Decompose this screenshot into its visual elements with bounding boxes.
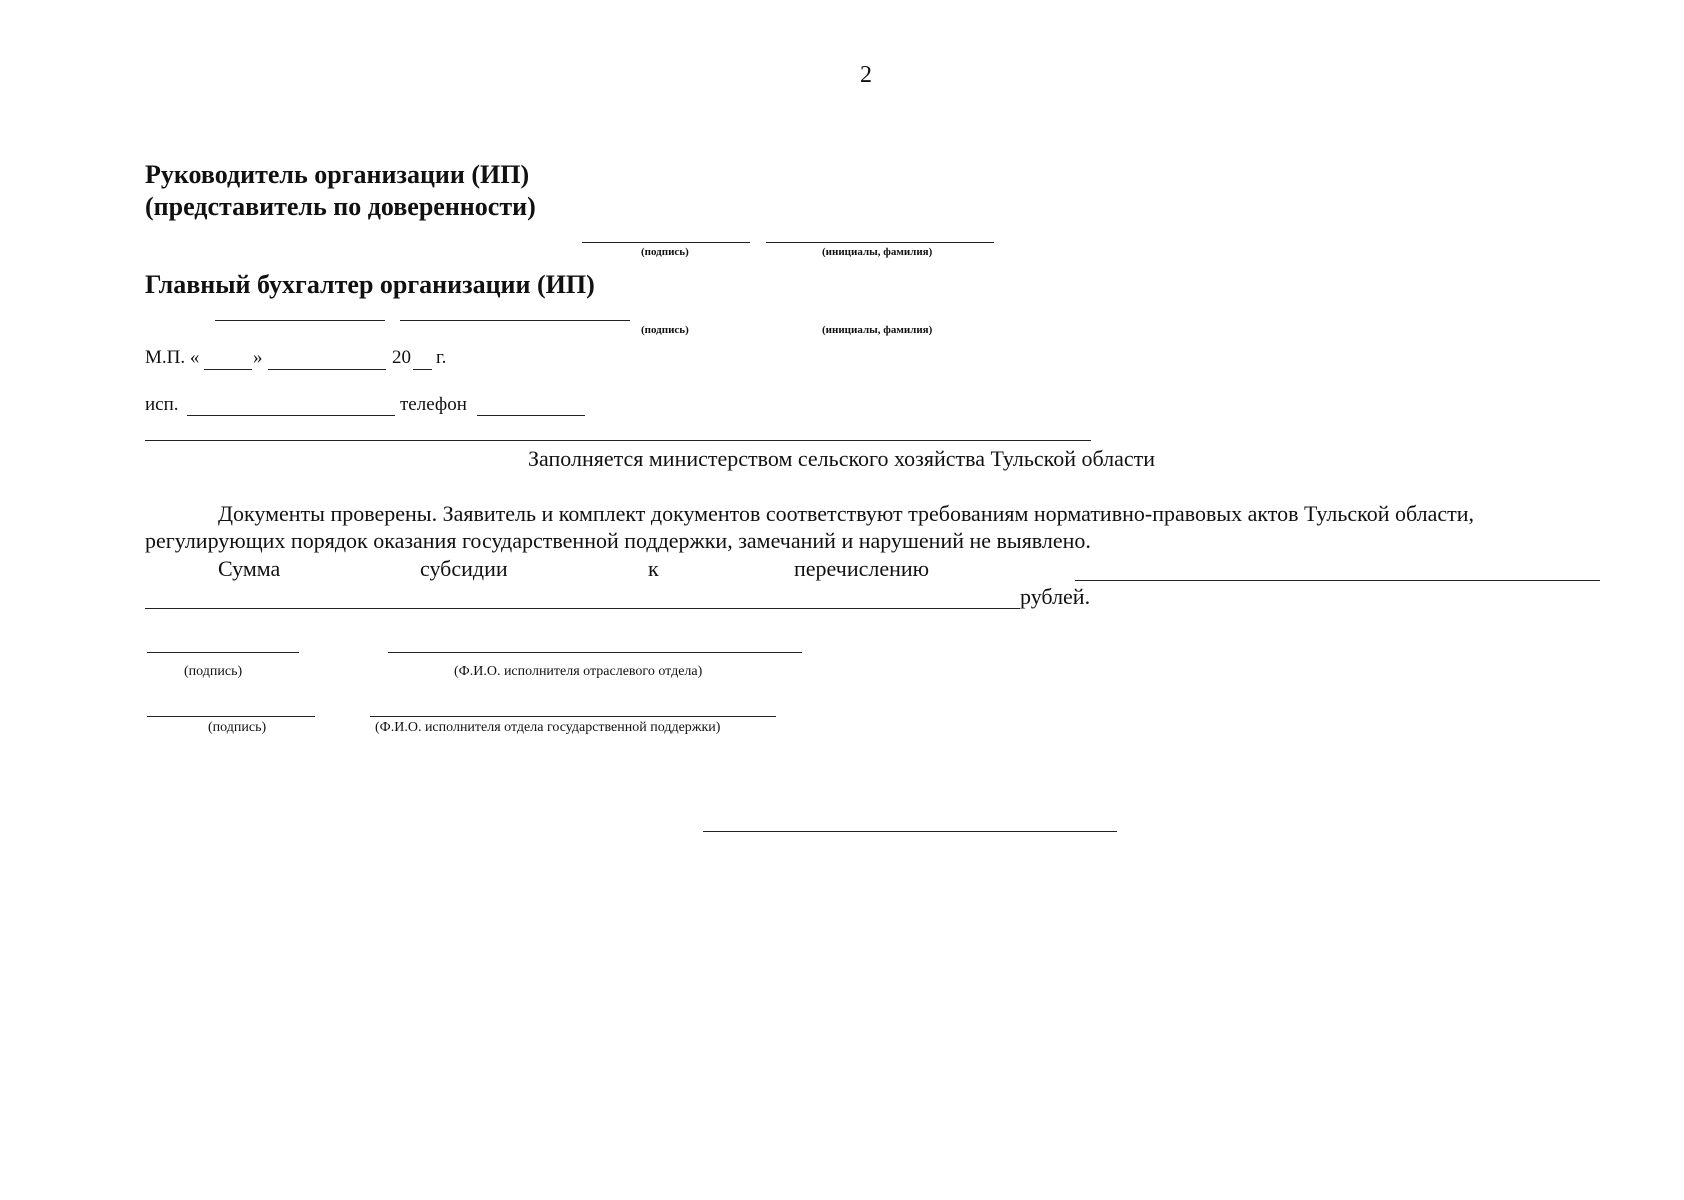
sum-word-subsidy: субсидии [420, 556, 508, 581]
year-suffix: г. [436, 347, 447, 368]
head-signature-caption: (подпись) [641, 246, 689, 258]
head-signature-line[interactable] [582, 242, 750, 243]
phone-line[interactable] [477, 415, 585, 416]
date-month-line[interactable] [268, 369, 386, 370]
date-day-line[interactable] [204, 369, 252, 370]
support-signature-caption: (подпись) [208, 720, 267, 735]
chief-accountant-title: Главный бухгалтер организации (ИП) [145, 270, 595, 299]
accountant-name-caption: (инициалы, фамилия) [822, 324, 933, 336]
phone-label: телефон [400, 394, 467, 415]
industry-signature-line[interactable] [147, 652, 299, 653]
executor-name-line[interactable] [187, 415, 395, 416]
sum-word-summa: Сумма [218, 556, 281, 581]
head-title-line1: Руководитель организации (ИП) [145, 160, 530, 189]
industry-name-caption: (Ф.И.О. исполнителя отраслевого отдела) [454, 664, 703, 679]
paragraph-line1: Документы проверены. Заявитель и комплект документов соответствуют требованиям нормативно-правовых актов Тульской области, [218, 501, 1475, 526]
page-number: 2 [860, 62, 872, 88]
support-name-line[interactable] [370, 716, 776, 717]
date-year-line[interactable] [413, 369, 432, 370]
sum-word-transfer: перечислению [794, 556, 930, 581]
accountant-signature-line[interactable] [215, 320, 385, 321]
industry-name-line[interactable] [388, 652, 802, 653]
sum-amount-line-2[interactable] [145, 608, 1020, 609]
head-name-caption: (инициалы, фамилия) [822, 246, 933, 258]
ministry-caption: Заполняется министерством сельского хозяйства Тульской области [528, 446, 1156, 471]
industry-signature-caption: (подпись) [184, 664, 243, 679]
closing-rule [703, 831, 1117, 832]
mp-label: М.П. « [145, 347, 200, 368]
paragraph-line2: регулирующих порядок оказания государственной поддержки, замечаний и нарушений не выявлено. [145, 528, 1091, 553]
accountant-name-line[interactable] [400, 320, 630, 321]
section-separator [145, 440, 1091, 441]
executor-label: исп. [145, 394, 179, 415]
currency-label: рублей. [1020, 584, 1091, 609]
support-name-caption: (Ф.И.О. исполнителя отдела государственной поддержки) [375, 720, 721, 735]
head-name-line[interactable] [766, 242, 994, 243]
accountant-signature-caption: (подпись) [641, 324, 689, 336]
date-quote-close: » [253, 347, 263, 368]
support-signature-line[interactable] [147, 716, 315, 717]
sum-word-k: к [648, 556, 659, 581]
year-prefix: 20 [392, 347, 411, 368]
head-title-line2: (представитель по доверенности) [145, 192, 536, 221]
sum-amount-line-1[interactable] [1075, 580, 1600, 581]
